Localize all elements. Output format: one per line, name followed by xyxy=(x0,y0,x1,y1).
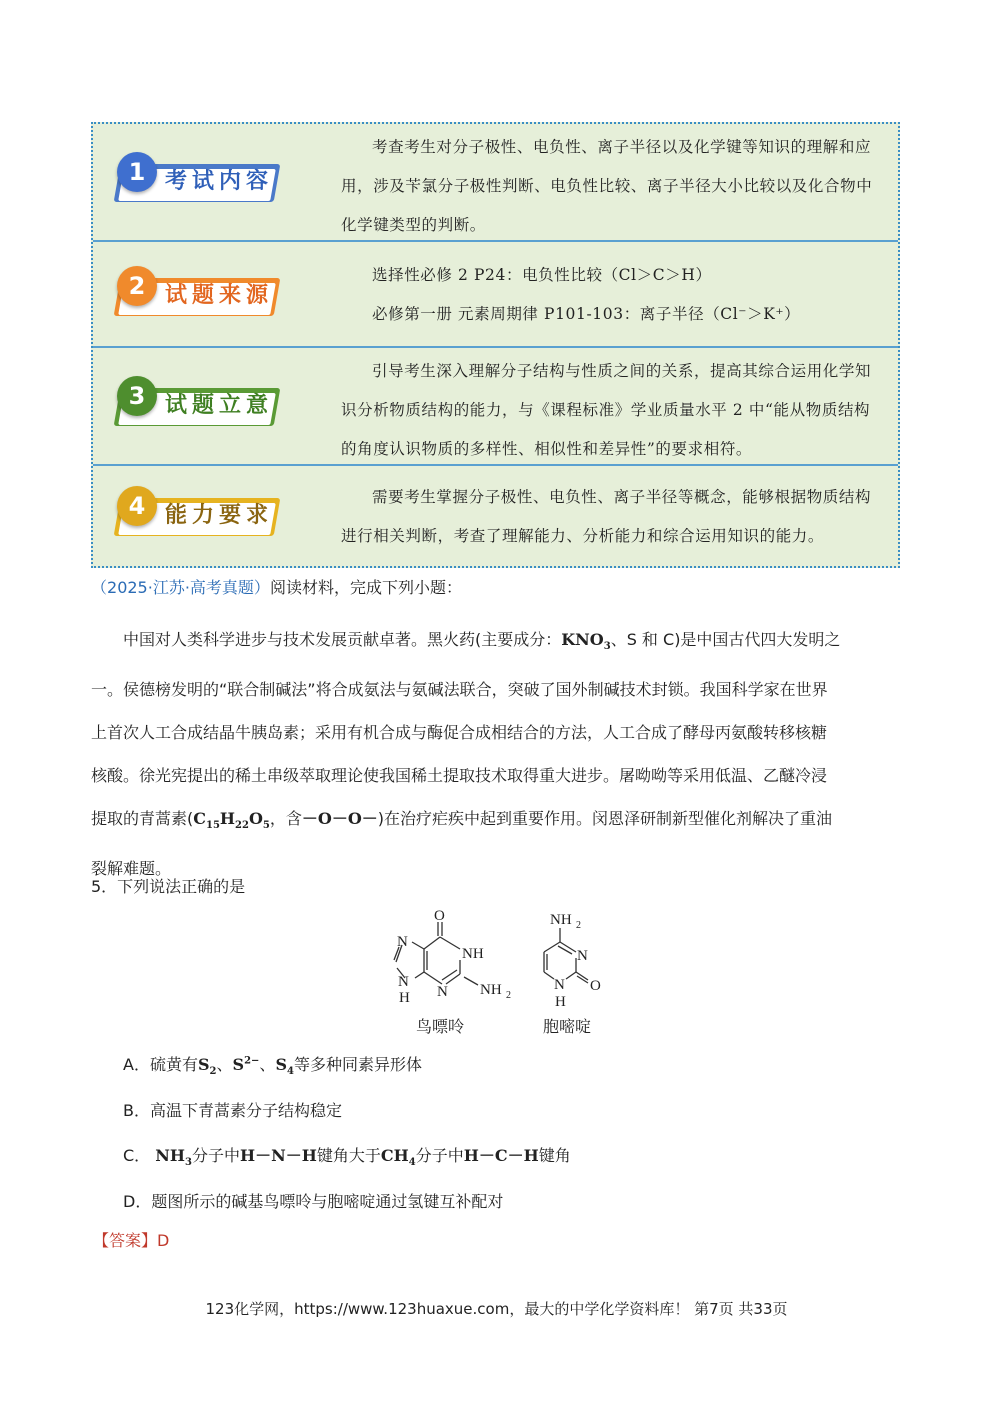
text-line: 的角度认识物质的多样性、相似性和差异性”的要求相符。 xyxy=(341,440,753,458)
guanine-atoms xyxy=(397,908,511,1006)
atom-label: N xyxy=(577,948,588,964)
info-row-exam-content xyxy=(93,124,898,242)
atom-label: N xyxy=(398,974,409,990)
cytosine-label: 胞嘧啶 xyxy=(543,1017,592,1036)
badge-exam-content xyxy=(111,152,283,214)
badge-question-source xyxy=(111,266,283,328)
text: 题图所示的碱基鸟嘌呤与胞嘧啶通过氢键互补配对 xyxy=(151,1192,504,1211)
option-label: B． xyxy=(123,1101,150,1120)
option-c[interactable] xyxy=(123,1143,571,1168)
reading-passage xyxy=(91,618,903,890)
answer xyxy=(93,1228,169,1251)
badge-number: 4 xyxy=(117,486,157,526)
subscript: 3 xyxy=(185,1157,192,1169)
text-line: 选择性必修 2 P24：电负性比较（Cl＞C＞H） xyxy=(372,266,712,284)
passage-line: 裂解难题。 xyxy=(91,859,172,879)
subscript: 5 xyxy=(262,820,270,832)
text-line: 进行相关判断，考查了理解能力、分析能力和综合运用知识的能力。 xyxy=(341,527,825,545)
atom-subscript: 2 xyxy=(506,990,511,1001)
subscript: 4 xyxy=(408,1157,416,1169)
text: NH xyxy=(155,1146,186,1165)
superscript: 2− xyxy=(244,1055,260,1067)
subscript: 2 xyxy=(209,1066,217,1078)
text: 、 xyxy=(259,1055,276,1074)
formula-s2 xyxy=(197,1055,217,1078)
text: 等多种同素异形体 xyxy=(293,1055,422,1074)
text-line: 必修第一册 元素周期律 P101-103：离子半径（Cl⁻＞K⁺） xyxy=(372,305,801,323)
text-line: 需要考生掌握分子极性、电负性、离子半径等概念，能够根据物质结构 xyxy=(372,488,872,506)
text: H xyxy=(219,809,236,829)
text: 键角 xyxy=(538,1146,571,1165)
passage-line: 上首次人工合成结晶牛胰岛素；采用有机合成与酶促合成相结合的方法，人工合成了酵母丙氨酸转移核糖 xyxy=(91,723,828,743)
subscript: 15 xyxy=(205,820,220,832)
row-text xyxy=(341,352,893,469)
text: 键角大于 xyxy=(316,1146,381,1165)
text: 、S 和 C)是中国古代四大发明之 xyxy=(610,630,841,649)
atom-label: N xyxy=(397,934,408,950)
text: S xyxy=(197,1055,210,1074)
source-open: （ xyxy=(91,578,108,597)
atom-label: H xyxy=(555,994,566,1010)
text: ，含 xyxy=(269,809,302,829)
badge-title: 试题立意 xyxy=(165,393,274,418)
badge-title: 考试内容 xyxy=(165,169,274,194)
question-source xyxy=(91,575,462,598)
formula-ch4 xyxy=(380,1146,416,1169)
info-row-question-intent xyxy=(93,348,898,466)
text: 中国对人类科学进步与技术发展贡献卓著。黑火药(主要成分： xyxy=(123,630,562,649)
option-b[interactable] xyxy=(123,1098,342,1121)
option-label: C． xyxy=(123,1146,151,1165)
bond-angle-hch: H－C－H xyxy=(463,1146,539,1165)
info-row-ability-requirement xyxy=(93,466,898,566)
atom-label: N xyxy=(437,984,448,1000)
passage-line xyxy=(91,618,903,668)
badge-number: 3 xyxy=(117,376,157,416)
question-5: 5．下列说法正确的是 xyxy=(91,877,246,896)
atom-label: N xyxy=(554,977,565,993)
atom-label: NH xyxy=(550,912,572,928)
formula-s2-ion xyxy=(233,1055,260,1074)
subscript: 4 xyxy=(287,1066,294,1078)
subscript: 3 xyxy=(603,641,611,653)
badge-title: 能力要求 xyxy=(165,503,274,528)
row-text xyxy=(341,478,893,556)
source-tag: 2025·江苏·高考真题 xyxy=(107,578,254,597)
text: 提取的青蒿素( xyxy=(91,809,194,829)
badge-number: 1 xyxy=(117,152,157,192)
text-line: 引导考生深入理解分子结构与性质之间的关系，提高其综合运用化学知 xyxy=(372,362,872,380)
text-line: 化学键类型的判断。 xyxy=(341,216,486,234)
text: 分子中 xyxy=(415,1146,464,1165)
text: CH xyxy=(380,1146,409,1165)
guanine-label: 鸟嘌呤 xyxy=(416,1017,465,1036)
text-line: 识分析物质结构的能力，与《课程标准》学业质量水平 2 中“能从物质结构 xyxy=(341,401,871,419)
badge-ability-requirement xyxy=(111,486,283,548)
option-label: A． xyxy=(123,1055,150,1074)
source-instruction: 阅读材料，完成下列小题： xyxy=(269,578,462,597)
text: O xyxy=(248,809,263,829)
text-line: 用，涉及苄氯分子极性判断、电负性比较、离子半径大小比较以及化合物中 xyxy=(341,177,873,195)
text: 、 xyxy=(216,1055,233,1074)
text: 硫黄有 xyxy=(149,1055,198,1074)
source-close: ） xyxy=(253,578,270,597)
atom-label: NH xyxy=(480,982,502,998)
atom-label: H xyxy=(399,990,410,1006)
atom-label: O xyxy=(590,978,601,994)
info-table xyxy=(91,122,900,568)
badge-title: 试题来源 xyxy=(165,283,274,308)
formula-s4 xyxy=(275,1055,294,1078)
atom-label: NH xyxy=(462,946,484,962)
text: )在治疗疟疾中起到重要作用。闵恩泽研制新型催化剂解决了重油 xyxy=(377,809,833,829)
info-row-question-source xyxy=(93,242,898,348)
option-label: D． xyxy=(123,1192,152,1211)
passage-line: 核酸。徐光宪提出的稀土串级萃取理论使我国稀土提取技术取得重大进步。屠呦呦等采用低温、乙醚冷浸 xyxy=(91,766,828,786)
text: 高温下青蒿素分子结构稳定 xyxy=(149,1101,342,1120)
atom-subscript: 2 xyxy=(576,920,581,931)
atom-label: O xyxy=(434,908,445,924)
text: C xyxy=(193,809,206,829)
row-text xyxy=(341,256,893,334)
answer-label: 【答案】 xyxy=(93,1231,158,1250)
formula-kno3 xyxy=(561,630,611,653)
option-d[interactable] xyxy=(123,1189,503,1212)
formula-artemisinin xyxy=(193,809,270,832)
option-a[interactable] xyxy=(123,1052,422,1077)
text: S xyxy=(275,1055,287,1074)
passage-line xyxy=(91,797,903,847)
answer-value: D xyxy=(157,1231,170,1250)
passage-line: 一。侯德榜发明的“联合制碱法”将合成氨法与氨碱法联合，突破了国外制碱技术封锁。我国科学家在世界 xyxy=(91,680,828,700)
text: S xyxy=(232,1055,245,1074)
peroxide-group: －O－O－ xyxy=(301,809,378,829)
badge-question-intent xyxy=(111,376,283,438)
page-footer: 123化学网，https://www.123huaxue.com，最大的中学化学资料库！ 第7页 共33页 xyxy=(205,1300,788,1318)
text: 分子中 xyxy=(192,1146,241,1165)
badge-number: 2 xyxy=(117,266,157,306)
subscript: 22 xyxy=(235,820,249,832)
bond-angle-hnh: H－N－H xyxy=(240,1146,317,1165)
text-line: 考查考生对分子极性、电负性、离子半径以及化学键等知识的理解和应 xyxy=(372,138,872,156)
formula-nh3 xyxy=(155,1146,192,1169)
row-text xyxy=(341,128,893,245)
text: KNO xyxy=(561,630,604,649)
